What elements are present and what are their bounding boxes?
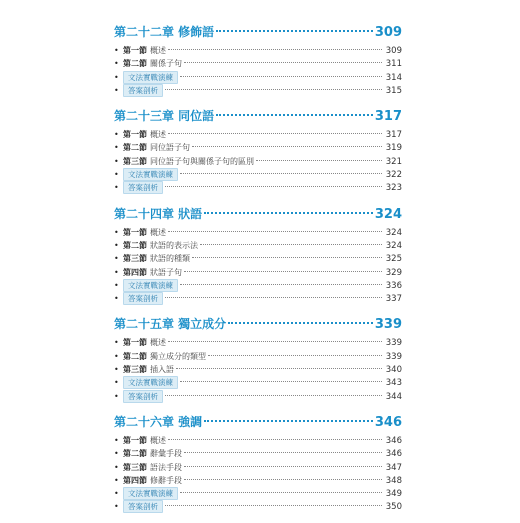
dot-leader bbox=[168, 49, 382, 50]
bullet-icon: • bbox=[114, 391, 119, 401]
chapter-heading[interactable] bbox=[114, 106, 402, 127]
section-title: 狀語的表示法 bbox=[150, 240, 198, 250]
table-of-contents bbox=[114, 22, 402, 523]
dot-leader bbox=[192, 257, 382, 258]
section-page-number: 325 bbox=[385, 254, 402, 265]
dot-leader bbox=[180, 492, 382, 493]
bullet-icon: • bbox=[114, 502, 119, 512]
dot-leader bbox=[180, 173, 382, 174]
toc-section-entry[interactable] bbox=[114, 434, 402, 447]
bullet-icon: • bbox=[114, 475, 119, 485]
section-title: 關係子句 bbox=[150, 59, 182, 69]
chapter-page-number: 317 bbox=[374, 109, 402, 125]
section-number: 第一節 bbox=[123, 130, 147, 140]
chapter-heading[interactable] bbox=[114, 204, 402, 225]
dot-leader bbox=[176, 368, 382, 369]
dot-leader bbox=[256, 160, 382, 161]
chapter-page-number: 309 bbox=[374, 25, 402, 40]
section-tag: 文法實戰演練 bbox=[123, 487, 178, 500]
toc-practice-entry[interactable] bbox=[114, 279, 402, 292]
section-number: 第三節 bbox=[123, 254, 147, 264]
section-number: 第四節 bbox=[123, 267, 147, 277]
section-title: 狀語的種類 bbox=[150, 254, 190, 264]
dot-leader bbox=[168, 231, 382, 232]
section-page-number: 346 bbox=[385, 435, 402, 446]
section-title: 概述 bbox=[150, 435, 166, 445]
section-page-number: 324 bbox=[385, 227, 402, 238]
dot-leader bbox=[200, 244, 382, 245]
section-tag: 文法實戰演練 bbox=[123, 376, 178, 389]
section-number: 第二節 bbox=[123, 59, 147, 69]
toc-practice-entry[interactable] bbox=[114, 71, 402, 84]
section-title: 獨立成分的類型 bbox=[150, 351, 206, 361]
toc-practice-entry[interactable] bbox=[114, 500, 402, 513]
section-page-number: 317 bbox=[385, 130, 402, 141]
section-page-number: 350 bbox=[385, 502, 402, 513]
section-title: 概述 bbox=[150, 227, 166, 237]
section-page-number: 343 bbox=[385, 378, 402, 389]
section-number: 第二節 bbox=[123, 143, 147, 153]
bullet-icon: • bbox=[114, 170, 119, 180]
section-page-number: 322 bbox=[385, 170, 402, 181]
dot-leader bbox=[204, 212, 373, 214]
dot-leader bbox=[180, 284, 382, 285]
section-tag: 答案剖析 bbox=[123, 181, 163, 194]
section-page-number: 336 bbox=[385, 280, 402, 291]
toc-practice-entry[interactable] bbox=[114, 390, 402, 403]
section-page-number: 344 bbox=[385, 391, 402, 402]
section-tag: 答案剖析 bbox=[123, 84, 163, 97]
toc-section-entry[interactable] bbox=[114, 141, 402, 154]
section-page-number: 349 bbox=[385, 489, 402, 500]
dot-leader bbox=[204, 420, 373, 422]
bullet-icon: • bbox=[114, 462, 119, 472]
dot-leader bbox=[216, 114, 373, 116]
bullet-icon: • bbox=[114, 46, 119, 55]
dot-leader bbox=[184, 62, 382, 63]
section-number: 第一節 bbox=[123, 46, 147, 55]
toc-section-entry[interactable] bbox=[114, 239, 402, 252]
bullet-icon: • bbox=[114, 85, 119, 95]
chapter-page-number: 339 bbox=[374, 317, 402, 333]
toc-practice-entry[interactable] bbox=[114, 487, 402, 500]
section-page-number: 337 bbox=[385, 294, 402, 305]
chapter-section bbox=[114, 22, 402, 97]
chapter-section bbox=[114, 106, 402, 194]
dot-leader bbox=[228, 322, 373, 324]
bullet-icon: • bbox=[114, 183, 119, 193]
bullet-icon: • bbox=[114, 435, 119, 445]
section-page-number: 340 bbox=[385, 365, 402, 376]
toc-section-entry[interactable] bbox=[114, 266, 402, 279]
bullet-icon: • bbox=[114, 143, 119, 153]
bullet-icon: • bbox=[114, 378, 119, 388]
dot-leader bbox=[180, 76, 382, 77]
section-page-number: 319 bbox=[385, 143, 402, 154]
section-page-number: 347 bbox=[385, 462, 402, 473]
chapter-page-number: 346 bbox=[374, 414, 402, 430]
dot-leader bbox=[165, 186, 382, 187]
section-number: 第三節 bbox=[123, 462, 147, 472]
bullet-icon: • bbox=[114, 449, 119, 459]
toc-section-entry[interactable] bbox=[114, 128, 402, 141]
toc-section-entry[interactable] bbox=[114, 363, 402, 376]
chapter-heading[interactable] bbox=[114, 22, 402, 43]
chapter-title: 第二十五章 獨立成分 bbox=[114, 317, 227, 332]
bullet-icon: • bbox=[114, 227, 119, 237]
toc-practice-entry[interactable] bbox=[114, 292, 402, 305]
bullet-icon: • bbox=[114, 280, 119, 290]
chapter-section bbox=[114, 412, 402, 514]
section-tag: 答案剖析 bbox=[123, 500, 163, 513]
section-title: 同位語子句與關係子句的區別 bbox=[150, 156, 254, 166]
toc-section-entry[interactable] bbox=[114, 461, 402, 474]
toc-practice-entry[interactable] bbox=[114, 376, 402, 389]
section-tag: 文法實戰演練 bbox=[123, 279, 178, 292]
toc-section-entry[interactable] bbox=[114, 336, 402, 349]
chapter-section bbox=[114, 204, 402, 306]
chapter-title: 第二十三章 同位語 bbox=[114, 109, 215, 124]
section-number: 第一節 bbox=[123, 227, 147, 237]
section-page-number: 323 bbox=[385, 183, 402, 194]
section-tag: 文法實戰演練 bbox=[123, 168, 178, 181]
dot-leader bbox=[165, 297, 382, 298]
section-tag: 答案剖析 bbox=[123, 292, 163, 305]
section-page-number: 329 bbox=[385, 267, 402, 278]
dot-leader bbox=[165, 505, 382, 506]
toc-section-entry[interactable] bbox=[114, 350, 402, 363]
chapter-section bbox=[114, 314, 402, 402]
section-title: 同位語子句 bbox=[150, 143, 190, 153]
toc-section-entry[interactable] bbox=[114, 57, 402, 70]
bullet-icon: • bbox=[114, 267, 119, 277]
bullet-icon: • bbox=[114, 156, 119, 166]
toc-practice-entry[interactable] bbox=[114, 168, 402, 181]
bullet-icon: • bbox=[114, 72, 119, 82]
dot-leader bbox=[165, 395, 382, 396]
bullet-icon: • bbox=[114, 351, 119, 361]
section-title: 語法手段 bbox=[150, 462, 182, 472]
bullet-icon: • bbox=[114, 59, 119, 69]
dot-leader bbox=[184, 452, 382, 453]
dot-leader bbox=[216, 30, 373, 32]
section-number: 第一節 bbox=[123, 435, 147, 445]
chapter-title: 第二十四章 狀語 bbox=[114, 206, 203, 221]
toc-section-entry[interactable] bbox=[114, 252, 402, 265]
section-page-number: 324 bbox=[385, 240, 402, 251]
section-title: 概述 bbox=[150, 46, 166, 55]
toc-practice-entry[interactable] bbox=[114, 181, 402, 194]
section-page-number: 311 bbox=[385, 59, 402, 70]
toc-section-entry[interactable] bbox=[114, 44, 402, 57]
section-page-number: 309 bbox=[385, 46, 402, 56]
section-number: 第二節 bbox=[123, 351, 147, 361]
dot-leader bbox=[184, 271, 382, 272]
section-page-number: 339 bbox=[385, 338, 402, 349]
dot-leader bbox=[168, 341, 382, 342]
section-page-number: 339 bbox=[385, 351, 402, 362]
bullet-icon: • bbox=[114, 254, 119, 264]
section-page-number: 315 bbox=[385, 85, 402, 96]
bullet-icon: • bbox=[114, 338, 119, 348]
section-number: 第三節 bbox=[123, 365, 147, 375]
section-number: 第二節 bbox=[123, 449, 147, 459]
section-page-number: 321 bbox=[385, 156, 402, 167]
section-title: 插入語 bbox=[150, 365, 174, 375]
section-title: 修辭手段 bbox=[150, 475, 182, 485]
dot-leader bbox=[208, 355, 382, 356]
section-title: 概述 bbox=[150, 130, 166, 140]
bullet-icon: • bbox=[114, 294, 119, 304]
dot-leader bbox=[180, 381, 382, 382]
bullet-icon: • bbox=[114, 489, 119, 499]
bullet-icon: • bbox=[114, 365, 119, 375]
section-tag: 文法實戰演練 bbox=[123, 71, 178, 84]
section-tag: 答案剖析 bbox=[123, 390, 163, 403]
toc-practice-entry[interactable] bbox=[114, 84, 402, 97]
section-number: 第三節 bbox=[123, 156, 147, 166]
chapter-title: 第二十六章 強調 bbox=[114, 414, 203, 429]
chapter-heading[interactable] bbox=[114, 412, 402, 433]
dot-leader bbox=[184, 479, 382, 480]
chapter-title: 第二十二章 修飾語 bbox=[114, 25, 215, 39]
toc-section-entry[interactable] bbox=[114, 226, 402, 239]
dot-leader bbox=[168, 439, 382, 440]
dot-leader bbox=[168, 133, 382, 134]
dot-leader bbox=[192, 146, 382, 147]
chapter-heading[interactable] bbox=[114, 314, 402, 335]
bullet-icon: • bbox=[114, 130, 119, 140]
section-page-number: 346 bbox=[385, 449, 402, 460]
dot-leader bbox=[165, 89, 382, 90]
section-page-number: 348 bbox=[385, 475, 402, 486]
dot-leader bbox=[184, 466, 382, 467]
section-number: 第一節 bbox=[123, 338, 147, 348]
section-number: 第四節 bbox=[123, 475, 147, 485]
section-title: 狀語子句 bbox=[150, 267, 182, 277]
toc-section-entry[interactable] bbox=[114, 474, 402, 487]
chapter-page-number: 324 bbox=[374, 206, 402, 222]
toc-section-entry[interactable] bbox=[114, 155, 402, 168]
bullet-icon: • bbox=[114, 240, 119, 250]
section-title: 概述 bbox=[150, 338, 166, 348]
section-number: 第二節 bbox=[123, 240, 147, 250]
section-title: 辭彙手段 bbox=[150, 449, 182, 459]
section-page-number: 314 bbox=[385, 72, 402, 83]
toc-section-entry[interactable] bbox=[114, 447, 402, 460]
